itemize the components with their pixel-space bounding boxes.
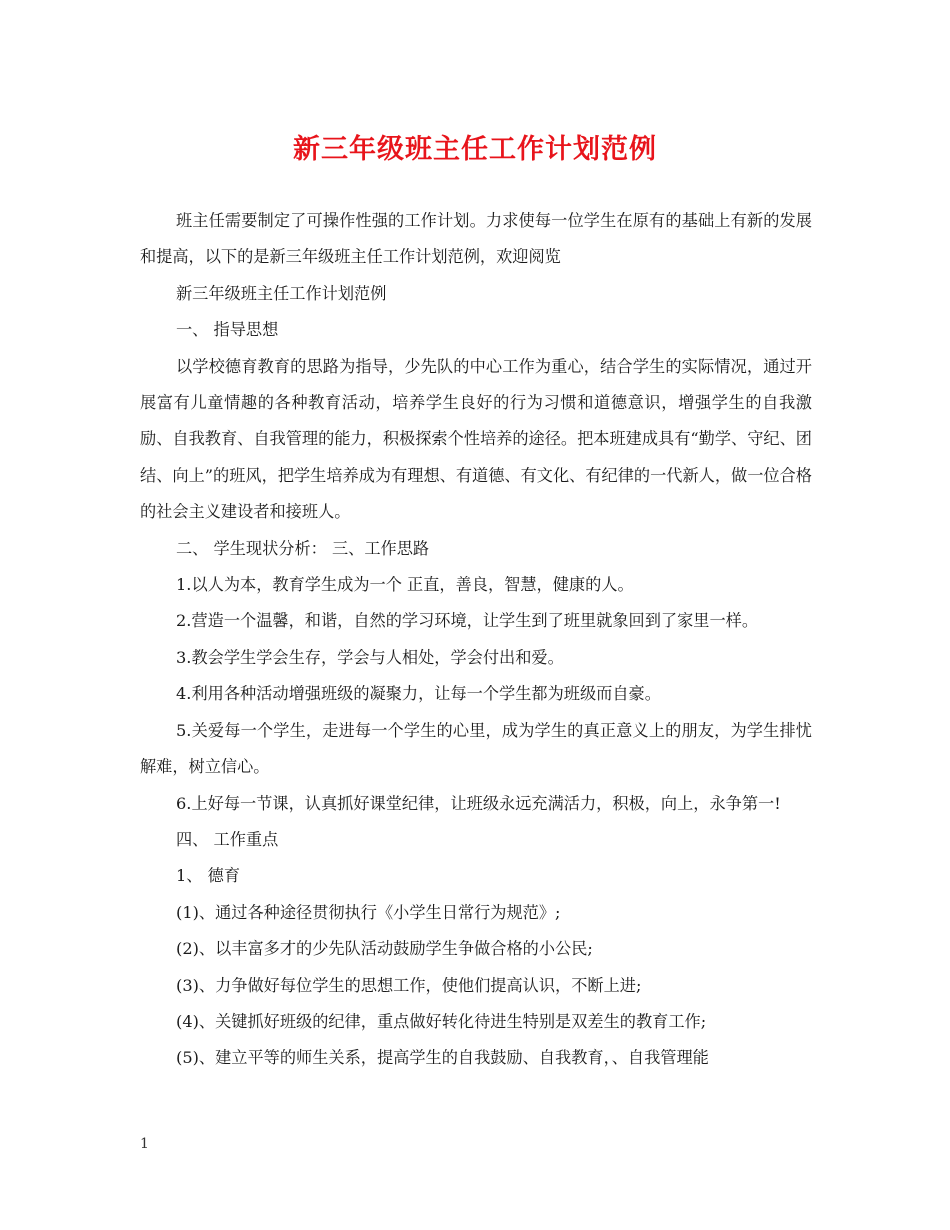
sub-item-2: (2)、以丰富多才的少先队活动鼓励学生争做合格的小公民;	[176, 939, 593, 959]
document-title: 新三年级班主任工作计划范例	[293, 134, 657, 165]
sub-item-1: (1)、通过各种途径贯彻执行《小学生日常行为规范》;	[176, 902, 561, 922]
heading-student-analysis: 二、 学生现状分析： 三、工作思路	[176, 538, 430, 558]
document-body	[140, 203, 812, 1077]
paragraph-guiding-thought: 以学校德育教育的思路为指导，少先队的中心工作为重心，结合学生的实际情况，通过开展富有儿童情趣的各种教育活动，培养学生良好的行为习惯和道德意识，增强学生的自我激励、自我教育、自我管理的能力，积极探索个性培养的途径。把本班建成具有“勤学、守纪、团结、向上”的班风，把学生培养成为有理想、有道德、有文化、有纪律的一代新人，做一位合格的社会主义建设者和接班人。	[140, 356, 812, 522]
list-item-1: 1.以人为本，教育学生成为一个 正直，善良，智慧，健康的人。	[176, 575, 634, 595]
list-item-2: 2.营造一个温馨，和谐，自然的学习环境，让学生到了班里就象回到了家里一样。	[176, 611, 759, 631]
page-number: 1	[140, 1136, 149, 1152]
sub-item-3: (3)、力争做好每位学生的思想工作，使他们提高认识，不断上进;	[176, 975, 642, 995]
list-item-5: 5.关爱每一个学生，走进每一个学生的心里，成为学生的真正意义上的朋友，为学生排忧解难，树立信心。	[140, 720, 812, 777]
paragraph-subtitle: 新三年级班主任工作计划范例	[176, 283, 387, 303]
heading-guiding-thought: 一、 指导思想	[176, 320, 279, 340]
list-item-3: 3.教会学生学会生存，学会与人相处，学会付出和爱。	[176, 647, 564, 667]
heading-work-focus: 四、 工作重点	[176, 829, 279, 849]
paragraph-intro: 班主任需要制定了可操作性强的工作计划。力求使每一位学生在原有的基础上有新的发展和提高，以下的是新三年级班主任工作计划范例，欢迎阅览	[140, 211, 812, 267]
sub-item-4: (4)、关键抓好班级的纪律，重点做好转化待进生特别是双差生的教育工作;	[176, 1011, 707, 1031]
sub-item-5: (5)、建立平等的师生关系，提高学生的自我鼓励、自我教育，、自我管理能	[176, 1048, 709, 1068]
list-item-6: 6.上好每一节课，认真抓好课堂纪律，让班级永远充满活力，积极，向上，永争第一!	[176, 793, 781, 813]
heading-moral-education: 1、 德育	[176, 866, 241, 886]
list-item-4: 4.利用各种活动增强班级的凝聚力，让每一个学生都为班级而自豪。	[176, 684, 661, 704]
